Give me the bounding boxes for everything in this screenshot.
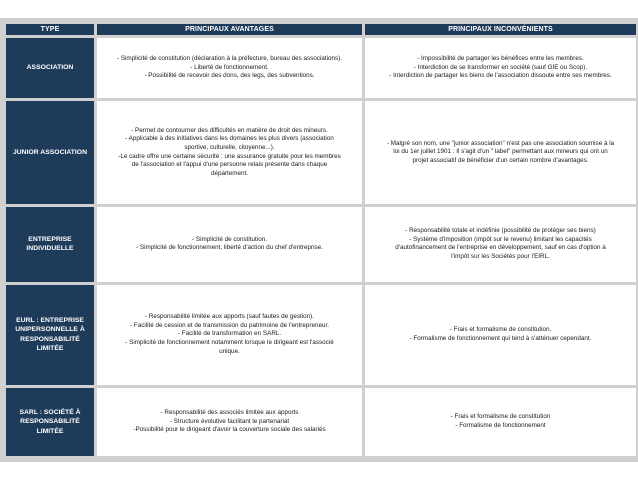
inconvenients-line: - Malgré son nom, une "junior association" n'est pas une association soumise à la <box>386 139 615 147</box>
inconvenients-line: - Interdiction de partager les biens de l'association dissoute entre ses membres. <box>389 72 612 80</box>
table-row <box>6 285 636 385</box>
type-line: UNIPERSONNELLE À <box>15 326 85 334</box>
inconvenients-line: d'autofinancement de l'entreprise en développement, sauf en cas d'option à <box>395 244 606 252</box>
type-cell-association <box>6 38 94 98</box>
type-line: SARL : SOCIÉTÉ À <box>19 408 81 416</box>
avantages-line: -Possibilité pour le dirigeant d'avoir la couverture sociale des salariés <box>133 426 326 434</box>
type-line: ASSOCIATION <box>26 64 74 72</box>
avantages-line: - Possibilité de recevoir des dons, des legs, des subventions. <box>144 72 315 80</box>
inconvenients-line: loi du 1er juillet 1901 : Il s'agit d'un " label" permettant aux mineurs qui ont un <box>393 148 608 156</box>
inconvenients-cell-entreprise-individuelle <box>365 207 636 281</box>
type-cell-junior-association <box>6 101 94 204</box>
type-line: EURL : ENTREPRISE <box>16 316 84 324</box>
type-line: RESPONSABILITÉ LIMITÉE <box>20 335 80 353</box>
type-line: RESPONSABILITÉ LIMITÉE <box>20 418 80 435</box>
type-line: ENTREPRISE <box>28 235 72 243</box>
avantages-line: - Structure évolutive facilitant le partenariat <box>169 417 290 425</box>
avantages-line: - Facilité de transformation en SARL. <box>177 330 282 338</box>
avantages-line: unique. <box>219 347 240 355</box>
header-avantages: PRINCIPAUX AVANTAGES <box>97 24 362 35</box>
inconvenients-cell-eurl <box>365 285 636 385</box>
inconvenients-line: - Responsabilité totale et indéfinie (possibilité de protéger ses biens) <box>405 227 596 235</box>
inconvenients-cell-junior-association <box>365 101 636 204</box>
inconvenients-cell-sarl <box>365 388 636 456</box>
comparison-table <box>3 21 638 459</box>
table-row <box>6 101 636 204</box>
type-cell-entreprise-individuelle <box>6 207 94 281</box>
avantages-line: - Simplicité de constitution (déclaration à la préfecture, bureau des associations). <box>116 55 343 63</box>
inconvenients-line: - Interdiction de se transformer en société (sauf GIE ou Scop). <box>413 63 588 71</box>
table-row <box>6 38 636 98</box>
avantages-line: - Simplicité de fonctionnement, liberté d'action du chef d'entreprise. <box>136 244 323 252</box>
avantages-line: - Liberté de fonctionnement. <box>190 63 269 71</box>
type-line: JUNIOR ASSOCIATION <box>12 148 87 156</box>
inconvenients-line: - Frais et formalisme de constitution <box>450 413 551 421</box>
table-row <box>6 207 636 281</box>
avantages-cell-sarl <box>97 388 362 456</box>
inconvenients-line: - Frais et formalisme de constitution. <box>449 326 552 334</box>
avantages-line: -Le cadre offre une certaine sécurité : une assurance gratuite pour les membres <box>118 152 341 160</box>
inconvenients-cell-association <box>365 38 636 98</box>
avantages-line: - Responsabilité des associés limitée aux apports <box>160 408 299 416</box>
avantages-line: - Applicable à des initiatives dans les domaines les plus divers (association <box>125 135 334 143</box>
avantages-cell-association <box>97 38 362 98</box>
avantages-line: de l'association et l'appui d'une personne relais présente dans chaque <box>131 161 328 169</box>
avantages-line: département. <box>210 169 249 177</box>
header-type: TYPE <box>6 24 94 35</box>
inconvenients-line: l'impôt sur les Sociétés pour l'EIRL. <box>451 253 550 260</box>
avantages-line: - Simplicité de constitution. <box>192 235 267 243</box>
avantages-line: sportive, culturelle, citoyenne...). <box>184 144 275 152</box>
avantages-line: - Facilité de cession et de transmission du patrimoine de l'entrepreneur. <box>130 321 329 329</box>
avantages-line: - Responsabilité limitée aux apports (sauf fautes de gestion). <box>144 313 315 321</box>
avantages-cell-eurl <box>97 285 362 385</box>
type-cell-eurl <box>6 285 94 385</box>
inconvenients-line: - Impossibilité de partager les bénéfices entre les membres. <box>417 55 584 63</box>
table-row <box>6 388 636 456</box>
header-inconvenients: PRINCIPAUX INCONVÉNIENTS <box>365 24 636 35</box>
inconvenients-line: - Formalisme de fonctionnement qui tend à s'atténuer cependant. <box>409 334 592 342</box>
header-row <box>6 24 636 35</box>
avantages-line: - Permet de contourner des difficultés en matière de droit des mineurs. <box>131 126 328 134</box>
avantages-cell-entreprise-individuelle <box>97 207 362 281</box>
comparison-table-frame <box>0 18 638 462</box>
avantages-cell-junior-association <box>97 101 362 204</box>
avantages-line: - Simplicité de fonctionnement notamment lorsque le dirigeant est l'associé <box>125 338 334 346</box>
inconvenients-line: - Système d'imposition (impôt sur le revenu) limitant les capacités <box>409 235 592 243</box>
type-cell-sarl <box>6 388 94 456</box>
type-line: INDIVIDUELLE <box>26 245 74 253</box>
inconvenients-line: - Formalisme de fonctionnement <box>455 421 546 429</box>
inconvenients-line: projet associatif de bénéficier d'un certain nombre d'avantages. <box>412 156 589 164</box>
